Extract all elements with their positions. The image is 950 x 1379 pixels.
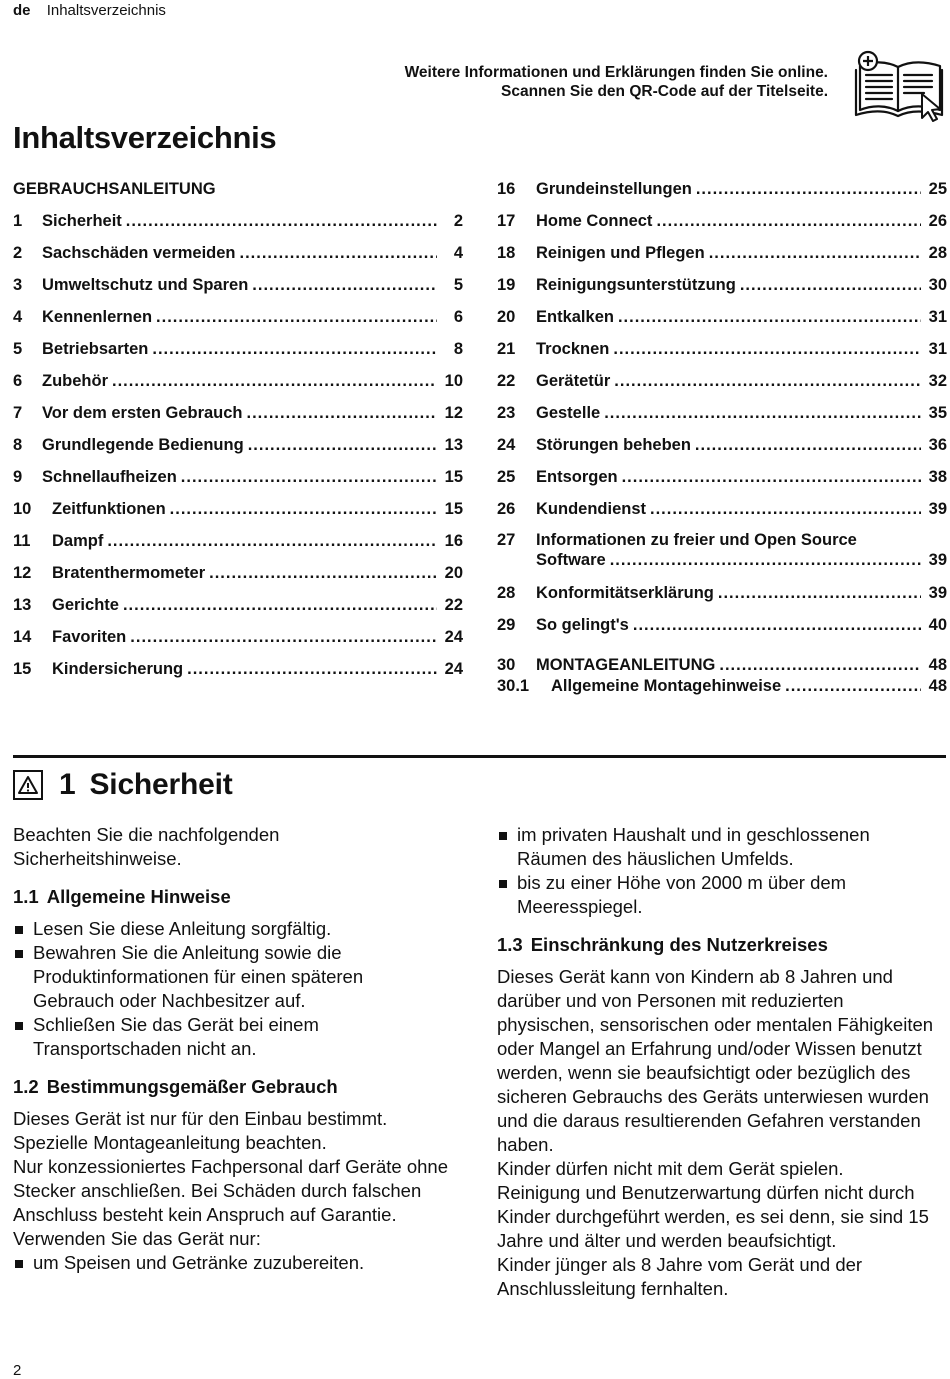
toc-entry[interactable] xyxy=(497,676,947,696)
toc-entry[interactable] xyxy=(13,530,463,552)
toc-entry-page: 16 xyxy=(444,532,463,550)
toc-entry[interactable] xyxy=(13,498,463,520)
subheading-title: Einschränkung des Nutzerkreises xyxy=(530,934,828,955)
toc-entry-number: 23 xyxy=(497,404,516,422)
toc-entry[interactable] xyxy=(497,242,947,264)
toc-entry-page: 13 xyxy=(444,436,463,454)
bullet-list-1-2-cont xyxy=(497,823,927,919)
body-left-column xyxy=(13,823,453,1275)
online-note-line2: Scannen Sie den QR-Code auf der Titelseite. xyxy=(500,83,828,100)
toc-entry-title: Umweltschutz und Sparen xyxy=(42,276,249,294)
toc-entry[interactable] xyxy=(497,338,947,360)
toc-entry[interactable] xyxy=(13,402,463,424)
body-right-column xyxy=(497,823,945,1301)
toc-entry-page: 6 xyxy=(453,308,463,326)
toc-entry[interactable] xyxy=(13,242,463,264)
toc-leader-dots xyxy=(181,466,437,488)
paragraph: Dieses Gerät kann von Kindern ab 8 Jahren und darüber und von Personen mit reduzierten physischen, sensorischen oder mentalen Fähigkeiten oder Mangel an Erfahrung und/oder Wissen benutzt werden, wenn sie beaufsichtigt oder bezüglich des sicheren Gebrauchs des Geräts unterwiesen wurden und die daraus resultierenden Gefahren verstanden haben. xyxy=(497,966,934,1155)
toc-entry-number: 5 xyxy=(13,340,23,358)
toc-entry-page: 30 xyxy=(928,276,947,294)
toc-entry-page: 31 xyxy=(928,340,947,358)
toc-leader-dots xyxy=(695,434,921,456)
intro-paragraph: Beachten Sie die nachfolgenden Sicherheitshinweise. xyxy=(13,824,280,869)
toc-entry-page: 39 xyxy=(928,551,947,569)
toc-leader-dots xyxy=(650,498,921,520)
toc-entry-page: 15 xyxy=(444,468,463,486)
toc-entry-page: 28 xyxy=(928,244,947,262)
running-header xyxy=(13,2,166,19)
toc-leader-dots xyxy=(247,402,437,424)
toc-entry-number: 17 xyxy=(497,212,516,230)
section-number: 1 xyxy=(59,768,76,801)
toc-entry-title: Dampf xyxy=(52,532,104,550)
page-number: 2 xyxy=(13,1362,22,1379)
header-title: Inhaltsverzeichnis xyxy=(46,2,166,19)
toc-entry-title: Gestelle xyxy=(536,404,601,422)
toc-entry-title: Betriebsarten xyxy=(42,340,149,358)
list-item: bis zu einer Höhe von 2000 m über dem Meeresspiegel. xyxy=(497,871,927,919)
subheading-number: 1.1 xyxy=(13,886,39,907)
toc-entry[interactable] xyxy=(497,402,947,424)
toc-entry[interactable] xyxy=(497,306,947,328)
toc-entry-title: Vor dem ersten Gebrauch xyxy=(42,404,243,422)
toc-entry-number: 27 xyxy=(497,531,516,549)
toc-leader-dots xyxy=(656,210,921,232)
paragraph: Kinder dürfen nicht mit dem Gerät spielen. xyxy=(497,1158,844,1179)
toc-entry-title: Reinigen und Pflegen xyxy=(536,244,705,262)
subheading-1-2 xyxy=(13,1075,453,1099)
toc-entry-title: Kennenlernen xyxy=(42,308,153,326)
toc-leader-dots xyxy=(123,594,437,616)
toc-leader-dots xyxy=(696,178,921,200)
list-item: im privaten Haushalt und in geschlossenen Räumen des häuslichen Umfelds. xyxy=(497,823,927,871)
toc-entry-title: Sachschäden vermeiden xyxy=(42,244,236,262)
online-note-line1: Weitere Informationen und Erklärungen finden Sie online. xyxy=(404,64,828,81)
toc-entry-page: 38 xyxy=(928,468,947,486)
toc-entry-number: 12 xyxy=(13,564,32,582)
toc-entry-number: 29 xyxy=(497,616,516,634)
toc-leader-dots xyxy=(604,402,921,424)
toc-entry-title: So gelingt's xyxy=(536,616,629,634)
toc-entry-title: Kundendienst xyxy=(536,500,646,518)
toc-entry-title: Schnellaufheizen xyxy=(42,468,177,486)
toc-entry[interactable] xyxy=(13,594,463,616)
toc-left-column xyxy=(13,178,463,690)
toc-leader-dots xyxy=(719,654,921,676)
warning-icon xyxy=(13,770,43,800)
toc-entry-title: Grundeinstellungen xyxy=(536,180,692,198)
toc-entry-title: Informationen zu freier und Open Source xyxy=(536,531,857,549)
toc-entry-number: 19 xyxy=(497,276,516,294)
toc-entry[interactable] xyxy=(497,498,947,520)
toc-entry-number: 16 xyxy=(497,180,516,198)
toc-leader-dots xyxy=(709,242,921,264)
toc-entry-title: Gerätetür xyxy=(536,372,611,390)
toc-entry-title: Konformitätserklärung xyxy=(536,584,714,602)
section-title: Sicherheit xyxy=(89,768,233,801)
toc-entry-number: 8 xyxy=(13,436,23,454)
toc-leader-dots xyxy=(618,306,921,328)
toc-leader-dots xyxy=(187,658,437,680)
subheading-1-1 xyxy=(13,885,453,909)
toc-leader-dots xyxy=(740,274,921,296)
toc-entry[interactable] xyxy=(13,210,463,232)
toc-entry-number: 10 xyxy=(13,500,32,518)
list-item: Lesen Sie diese Anleitung sorgfältig. xyxy=(13,917,445,941)
toc-entry[interactable] xyxy=(13,370,463,392)
toc-entry-page: 8 xyxy=(453,340,463,358)
toc-leader-dots xyxy=(240,242,437,264)
toc-entry-page: 32 xyxy=(928,372,947,390)
toc-entry-title: Entkalken xyxy=(536,308,614,326)
toc-leader-dots xyxy=(718,582,921,604)
page-title: Inhaltsverzeichnis xyxy=(13,120,277,155)
toc-entry-number: 18 xyxy=(497,244,516,262)
toc-section-heading: GEBRAUCHSANLEITUNG xyxy=(13,180,216,198)
toc-entry-page: 31 xyxy=(928,308,947,326)
toc-leader-dots xyxy=(152,338,437,360)
toc-entry-page: 2 xyxy=(453,212,463,230)
toc-entry-number: 28 xyxy=(497,584,516,602)
bullet-list-1-2 xyxy=(13,1251,453,1275)
toc-entry-number: 20 xyxy=(497,308,516,326)
toc-entry[interactable] xyxy=(497,466,947,488)
toc-entry-page: 40 xyxy=(928,616,947,634)
subheading-number: 1.3 xyxy=(497,934,523,955)
toc-entry-page: 24 xyxy=(444,660,463,678)
toc-entry-page: 48 xyxy=(928,656,947,674)
subheading-title: Bestimmungsgemäßer Gebrauch xyxy=(46,1076,338,1097)
toc-entry-title: Reinigungsunterstützung xyxy=(536,276,736,294)
toc-entry-number: 4 xyxy=(13,308,23,326)
toc-entry-page: 39 xyxy=(928,500,947,518)
toc-leader-dots xyxy=(785,676,921,696)
toc-entry-title: Software xyxy=(536,551,606,569)
toc-entry[interactable] xyxy=(13,626,463,648)
toc-entry[interactable] xyxy=(13,562,463,584)
toc-entry[interactable] xyxy=(497,654,947,676)
toc-entry-page: 22 xyxy=(444,596,463,614)
bullet-list-1-1 xyxy=(13,917,445,1061)
toc-entry[interactable] xyxy=(497,274,947,296)
paragraph: Nur konzessioniertes Fachpersonal darf Geräte ohne Stecker anschließen. Bei Schäden durch falschen Anschluss besteht kein Anspruch auf Garantie. xyxy=(13,1156,448,1225)
toc-entry-line xyxy=(497,550,947,570)
toc-entry-page: 10 xyxy=(444,372,463,390)
toc-entry-page: 39 xyxy=(928,584,947,602)
toc-entry-title: Sicherheit xyxy=(42,212,122,230)
toc-leader-dots xyxy=(614,370,921,392)
toc-leader-dots xyxy=(633,614,921,636)
toc-entry-title: Gerichte xyxy=(52,596,119,614)
toc-entry-number: 7 xyxy=(13,404,23,422)
toc-entry-number: 22 xyxy=(497,372,516,390)
toc-entry-page: 48 xyxy=(928,677,947,695)
paragraph: Reinigung und Benutzerwartung dürfen nicht durch Kinder durchgeführt werden, es sei denn, sie sind 15 Jahre und älter und werden beaufsichtigt. xyxy=(497,1182,929,1251)
toc-leader-dots xyxy=(112,370,437,392)
online-info-note xyxy=(405,63,828,101)
toc-entry[interactable] xyxy=(13,274,463,296)
toc-entry-page: 12 xyxy=(444,404,463,422)
paragraph: Kinder jünger als 8 Jahre vom Gerät und der Anschlussleitung fernhalten. xyxy=(497,1254,863,1299)
toc-entry-number: 2 xyxy=(13,244,23,262)
toc-entry-page: 25 xyxy=(928,180,947,198)
subheading-1-3 xyxy=(497,933,945,957)
toc-entry-title: Allgemeine Montagehinweise xyxy=(551,677,782,695)
toc-entry-number: 9 xyxy=(13,468,23,486)
subheading-title: Allgemeine Hinweise xyxy=(46,886,231,907)
toc-entry-title: Entsorgen xyxy=(536,468,618,486)
toc-right-column xyxy=(497,178,947,696)
section-heading xyxy=(13,768,233,802)
toc-entry-number: 21 xyxy=(497,340,516,358)
toc-entry-page: 20 xyxy=(444,564,463,582)
toc-entry-number: 14 xyxy=(13,628,32,646)
manual-book-icon xyxy=(852,50,944,122)
toc-entry[interactable] xyxy=(497,434,947,456)
toc-leader-dots xyxy=(126,210,437,232)
toc-entry-line xyxy=(497,530,947,550)
toc-entry-number: 30.1 xyxy=(497,677,530,695)
toc-entry-number: 11 xyxy=(13,532,31,550)
list-item: Schließen Sie das Gerät bei einem Transportschaden nicht an. xyxy=(13,1013,445,1061)
toc-leader-dots xyxy=(613,338,921,360)
toc-entry-page: 5 xyxy=(453,276,463,294)
toc-entry-number: 26 xyxy=(497,500,516,518)
toc-entry[interactable] xyxy=(497,210,947,232)
toc-entry-number: 24 xyxy=(497,436,516,454)
toc-leader-dots xyxy=(107,530,437,552)
toc-entry[interactable] xyxy=(497,582,947,604)
toc-entry-number: 6 xyxy=(13,372,23,390)
toc-entry-number: 15 xyxy=(13,660,32,678)
list-item: Bewahren Sie die Anleitung sowie die Produktinformationen für einen späteren Gebrauch oder Nachbesitzer auf. xyxy=(13,941,445,1013)
toc-entry-title: Home Connect xyxy=(536,212,653,230)
toc-entry[interactable] xyxy=(13,306,463,328)
toc-entry-page: 35 xyxy=(928,404,947,422)
toc-entry-title: Grundlegende Bedienung xyxy=(42,436,244,454)
toc-entry-page: 4 xyxy=(453,244,463,262)
toc-entry-title: Störungen beheben xyxy=(536,436,691,454)
toc-leader-dots xyxy=(248,434,437,456)
toc-leader-dots xyxy=(130,626,437,648)
toc-entry-page: 24 xyxy=(444,628,463,646)
toc-entry[interactable] xyxy=(13,338,463,360)
toc-entry[interactable] xyxy=(497,614,947,636)
list-item: um Speisen und Getränke zuzubereiten. xyxy=(13,1251,453,1275)
toc-entry[interactable] xyxy=(13,434,463,456)
toc-entry[interactable] xyxy=(497,530,947,572)
toc-entry-number: 25 xyxy=(497,468,516,486)
toc-entry-title: Zubehör xyxy=(42,372,108,390)
toc-entry-title: Trocknen xyxy=(536,340,610,358)
toc-leader-dots xyxy=(156,306,437,328)
toc-leader-dots xyxy=(610,550,921,570)
toc-entry-page: 15 xyxy=(444,500,463,518)
paragraph: Verwenden Sie das Gerät nur: xyxy=(13,1228,261,1249)
toc-entry-number: 1 xyxy=(13,212,23,230)
toc-entry-number: 30 xyxy=(497,656,516,674)
toc-entry[interactable] xyxy=(13,466,463,488)
language-code: de xyxy=(13,2,31,19)
toc-entry[interactable] xyxy=(497,178,947,200)
toc-entry-title: Kindersicherung xyxy=(52,660,184,678)
toc-entry[interactable] xyxy=(497,370,947,392)
section-divider xyxy=(13,755,946,758)
toc-leader-dots xyxy=(170,498,437,520)
toc-entry-title: Favoriten xyxy=(52,628,127,646)
toc-leader-dots xyxy=(209,562,437,584)
toc-entry-title: Bratenthermometer xyxy=(52,564,206,582)
subheading-number: 1.2 xyxy=(13,1076,39,1097)
toc-entry[interactable] xyxy=(13,658,463,680)
toc-entry-page: 36 xyxy=(928,436,947,454)
toc-entry-title: Zeitfunktionen xyxy=(52,500,166,518)
toc-entry-page: 26 xyxy=(928,212,947,230)
toc-entry-number: 3 xyxy=(13,276,23,294)
toc-entry-number: 13 xyxy=(13,596,32,614)
paragraph: Dieses Gerät ist nur für den Einbau bestimmt. Spezielle Montageanleitung beachten. xyxy=(13,1108,388,1153)
toc-entry-title: MONTAGEANLEITUNG xyxy=(536,656,716,674)
toc-leader-dots xyxy=(622,466,921,488)
toc-leader-dots xyxy=(252,274,437,296)
